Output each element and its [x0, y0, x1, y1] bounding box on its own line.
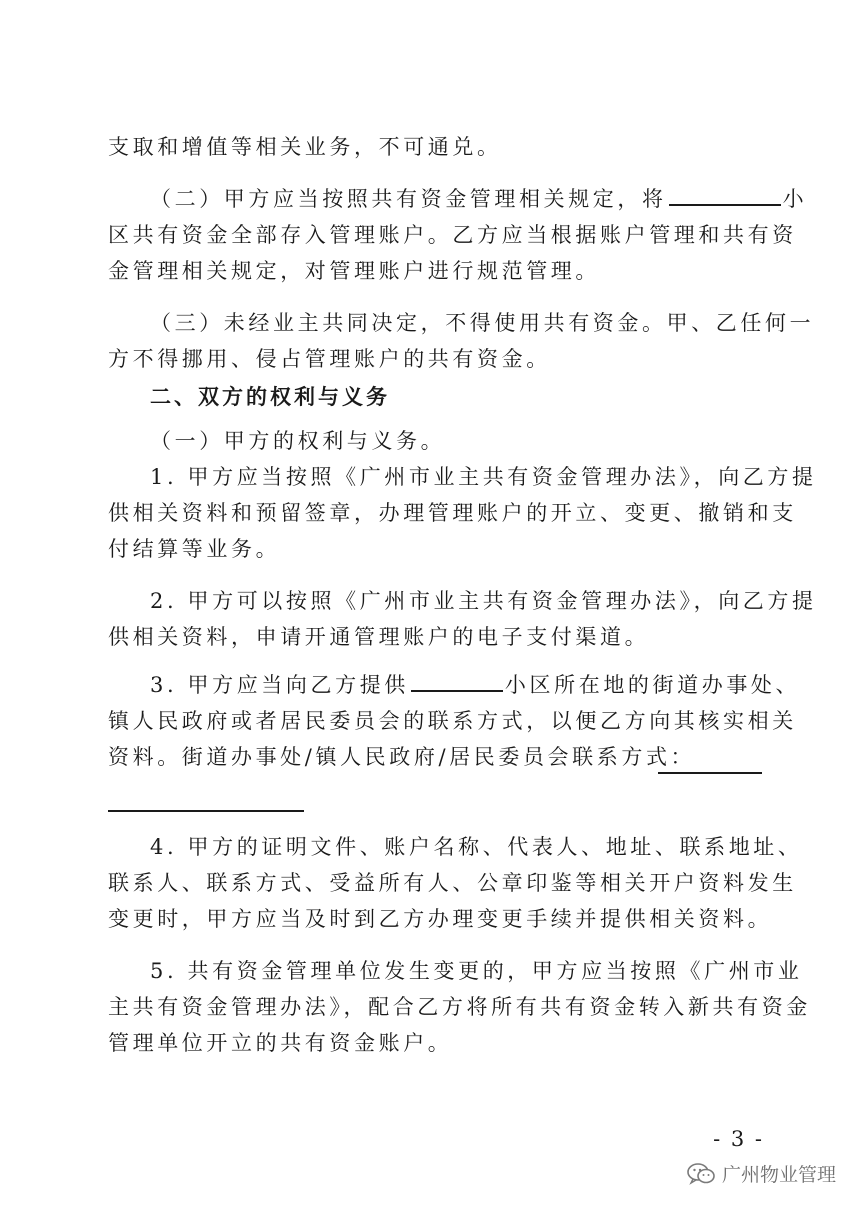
text-line: 镇人民政府或者居民委员会的联系方式，以便乙方向其核实相关	[108, 709, 797, 733]
text-line	[150, 184, 807, 214]
subsection-heading: （一）甲方的权利与义务。	[150, 429, 446, 453]
text-line: 供相关资料，申请开通管理账户的电子支付渠道。	[108, 625, 650, 649]
text-line: 方不得挪用、侵占管理账户的共有资金。	[108, 347, 551, 371]
text-line	[150, 670, 800, 700]
text-span: 3. 甲方应当向乙方提供	[150, 673, 409, 697]
section-heading: 二、双方的权利与义务	[150, 385, 390, 409]
text-line: 1. 甲方应当按照《广州市业主共有资金管理办法》，向乙方提	[150, 465, 817, 489]
wechat-icon	[686, 1161, 716, 1187]
text-span: 小	[782, 187, 808, 211]
watermark	[686, 1160, 836, 1187]
text-line: 资料。街道办事处/镇人民政府/居民委员会联系方式：	[108, 745, 696, 769]
text-span: 小区所在地的街道办事处、	[504, 673, 801, 697]
text-line: 支取和增值等相关业务，不可通兑。	[108, 135, 502, 159]
page-number: - 3 -	[713, 1127, 764, 1151]
text-line: 联系人、联系方式、受益所有人、公章印鉴等相关开户资料发生	[108, 871, 797, 895]
text-line: 付结算等业务。	[108, 537, 281, 561]
text-line: 4. 甲方的证明文件、账户名称、代表人、地址、联系地址、	[150, 835, 803, 859]
text-line: （三）未经业主共同决定，不得使用共有资金。甲、乙任何一	[150, 311, 815, 335]
text-span: （二）甲方应当按照共有资金管理相关规定，将	[150, 187, 667, 211]
fill-blank	[669, 184, 781, 206]
text-line: 区共有资金全部存入管理账户。乙方应当根据账户管理和共有资	[108, 223, 797, 247]
fill-blank	[658, 772, 762, 774]
text-line: 管理单位开立的共有资金账户。	[108, 1031, 453, 1055]
text-line: 5. 共有资金管理单位发生变更的，甲方应当按照《广州市业	[150, 959, 803, 983]
fill-blank	[108, 810, 304, 812]
text-line: 供相关资料和预留签章，办理管理账户的开立、变更、撤销和支	[108, 501, 797, 525]
text-line: 2. 甲方可以按照《广州市业主共有资金管理办法》，向乙方提	[150, 589, 817, 613]
text-line: 金管理相关规定，对管理账户进行规范管理。	[108, 259, 600, 283]
fill-blank	[411, 670, 503, 692]
watermark-text: 广州物业管理	[721, 1164, 836, 1186]
text-line: 变更时，甲方应当及时到乙方办理变更手续并提供相关资料。	[108, 907, 773, 931]
text-line: 主共有资金管理办法》，配合乙方将所有共有资金转入新共有资金	[108, 995, 811, 1019]
